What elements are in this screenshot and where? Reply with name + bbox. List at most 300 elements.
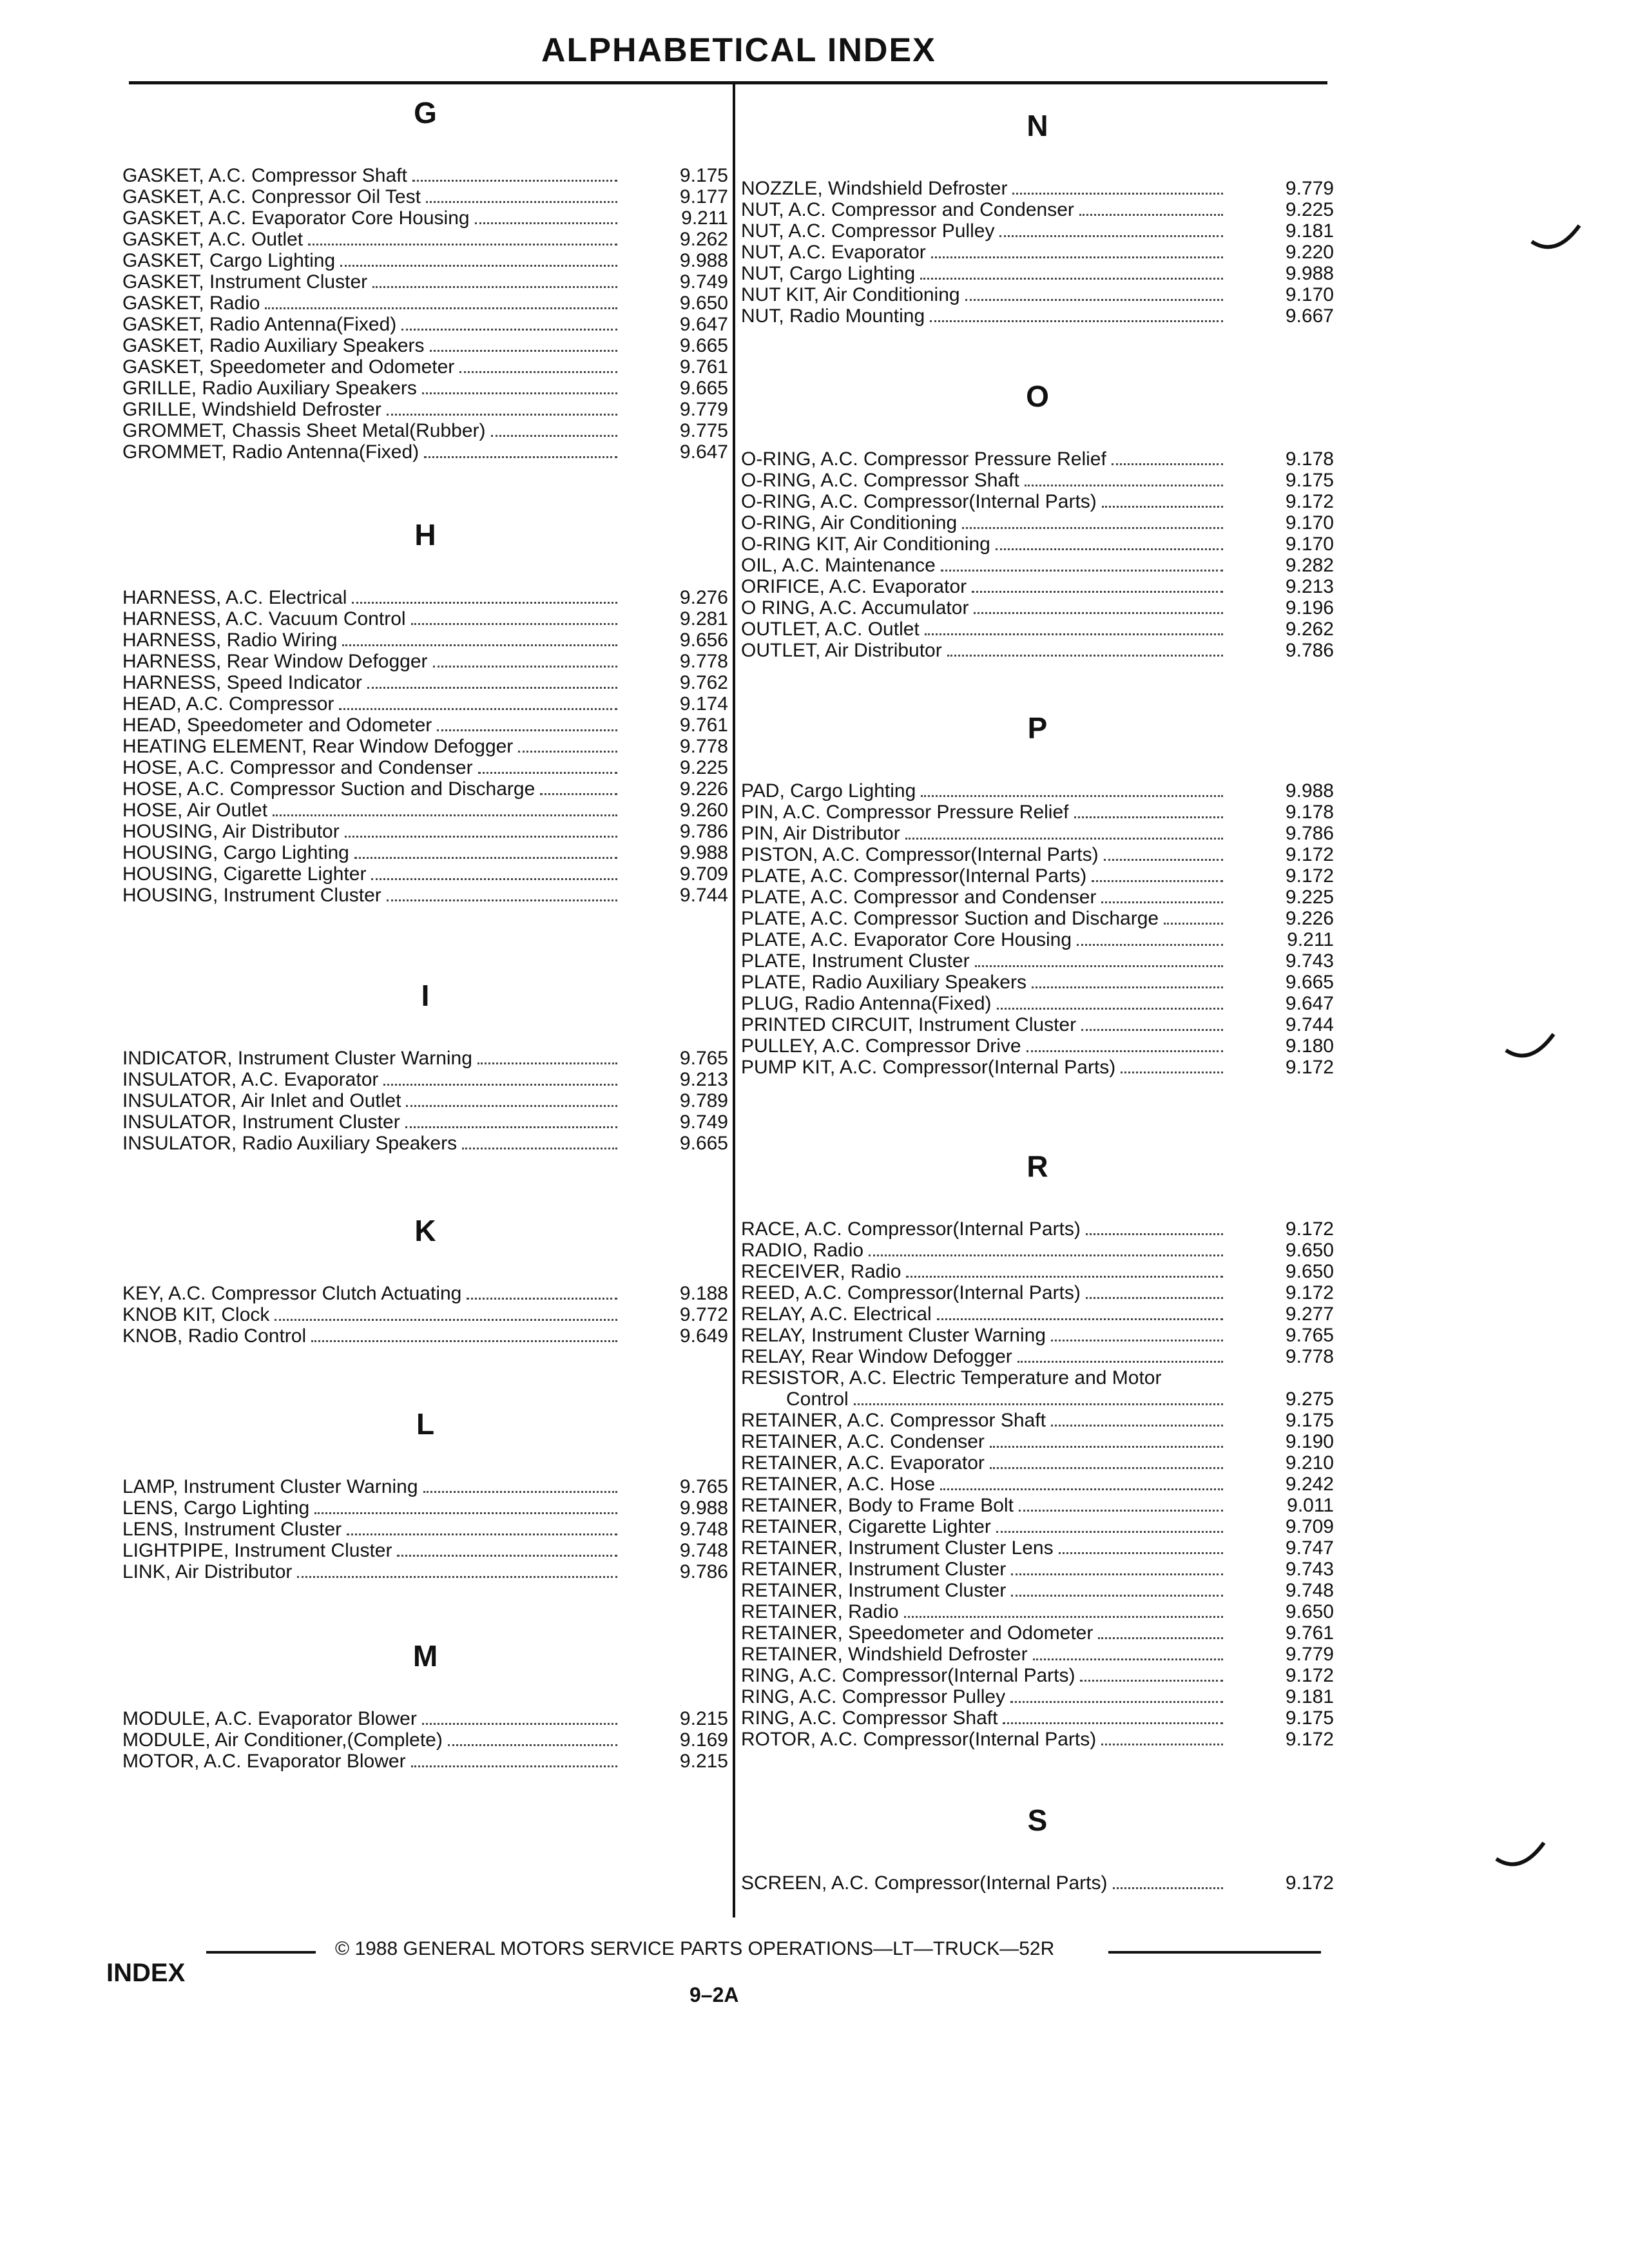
dot-leader [423,1491,617,1493]
index-entry [122,757,728,778]
dot-leader [371,878,617,880]
dot-leader [999,235,1223,237]
entry-label: KNOB, Radio Control [122,1325,307,1347]
dot-leader [937,1318,1223,1320]
entry-label: GASKET, A.C. Outlet [122,229,304,250]
dot-leader [367,687,617,689]
dot-leader [405,1126,617,1128]
footer-rule-left [206,1951,316,1954]
dot-leader [340,265,617,267]
index-entry [741,1282,1334,1303]
entry-page: 9.215 [679,1751,728,1772]
dot-leader [996,1531,1223,1533]
index-entry [122,1283,728,1304]
entry-label: NUT, Radio Mounting [741,305,925,327]
index-entry [122,420,728,441]
index-entry [741,1240,1334,1261]
entry-label: PLATE, Instrument Cluster [741,950,970,972]
entry-label: PLATE, A.C. Evaporator Core Housing [741,929,1072,950]
entry-page: 9.667 [1285,305,1334,327]
section-l [122,1401,728,1582]
dot-leader [372,286,617,288]
section-letter: M [412,1639,438,1673]
dot-leader [1025,485,1223,486]
section-label: INDEX [106,1959,186,1987]
entry-label: RELAY, A.C. Electrical [741,1303,932,1325]
entry-label: GRILLE, Radio Auxiliary Speakers [122,378,417,399]
dot-leader [1121,1072,1223,1073]
entry-label: MODULE, A.C. Evaporator Blower [122,1708,417,1729]
dot-leader [931,256,1223,258]
dot-leader [1059,1552,1223,1554]
index-entry [741,1014,1334,1035]
dot-leader [1011,1595,1223,1597]
entry-page: 9.779 [1285,178,1334,199]
entry-label: HARNESS, Rear Window Defogger [122,651,428,672]
entry-label: RESISTOR, A.C. Electric Temperature and Motor [741,1367,1162,1389]
entry-page: 9.647 [679,314,728,335]
dot-leader [273,814,617,816]
entry-page: 9.169 [679,1729,728,1751]
dot-leader [1017,1361,1223,1363]
entry-label: HEAD, Speedometer and Odometer [122,715,432,736]
entry-page: 9.170 [1285,533,1334,555]
index-entry [122,842,728,863]
dot-leader [1079,214,1223,216]
entry-label: KEY, A.C. Compressor Clutch Actuating [122,1283,462,1304]
entry-page: 9.281 [679,608,728,629]
index-entry [741,802,1334,823]
entry-label: MODULE, Air Conditioner,(Complete) [122,1729,443,1751]
index-entry [122,229,728,250]
entry-page: 9.180 [1285,1035,1334,1057]
entry-page: 9.650 [1285,1261,1334,1282]
dot-leader [297,1576,617,1578]
index-entry [741,1261,1334,1282]
dot-leader [990,1467,1223,1469]
entry-label: RECEIVER, Radio [741,1261,901,1282]
index-entry [741,491,1334,512]
entry-label: O RING, A.C. Accumulator [741,597,969,619]
entry-page: 9.779 [679,399,728,420]
entry-label: SCREEN, A.C. Compressor(Internal Parts) [741,1872,1108,1894]
index-entry [122,863,728,885]
entry-page: 9.282 [1285,555,1334,576]
dot-leader [387,414,617,416]
index-entry [122,1476,728,1497]
entry-page: 9.748 [679,1540,728,1561]
entry-label: RETAINER, Speedometer and Odometer [741,1622,1094,1644]
entry-label: NUT, A.C. Compressor and Condenser [741,199,1074,220]
index-entry [122,1304,728,1325]
entry-page: 9.262 [679,229,728,250]
index-entry [122,165,728,186]
dot-leader [422,1723,617,1725]
entry-label: RELAY, Rear Window Defogger [741,1346,1012,1367]
index-entry [122,1708,728,1729]
entry-label: GRILLE, Windshield Defroster [122,399,381,420]
dot-leader [1102,506,1223,508]
entry-label: GROMMET, Chassis Sheet Metal(Rubber) [122,420,486,441]
entry-page: 9.744 [679,885,728,906]
dot-leader [459,371,617,373]
entry-page: 9.786 [1285,640,1334,661]
entry-page: 9.665 [679,1133,728,1154]
entry-page: 9.786 [679,821,728,842]
dot-leader [411,1765,617,1767]
entry-label: RETAINER, A.C. Hose [741,1474,936,1495]
entry-label: HOUSING, Instrument Cluster [122,885,381,906]
index-entry [741,823,1334,844]
page-number: 9–2A [689,1983,739,2006]
entry-page: 9.665 [679,335,728,356]
dot-leader [265,307,617,309]
entry-label: GASKET, Instrument Cluster [122,271,368,293]
entry-page: 9.761 [1285,1622,1334,1644]
index-entry [741,199,1334,220]
index-entry [741,597,1334,619]
index-entry [741,533,1334,555]
dot-leader [1081,1029,1223,1031]
dot-leader [1051,1425,1223,1427]
dot-leader [1164,923,1223,925]
index-entry [122,207,728,229]
index-entry [122,736,728,757]
dot-leader [430,350,617,352]
index-entry [122,885,728,906]
dot-leader [1112,463,1223,465]
entry-page: 9.211 [1287,929,1334,950]
index-entry [741,1452,1334,1474]
entry-page: 9.242 [1285,1474,1334,1495]
entry-page: 9.665 [679,378,728,399]
dot-leader [314,1512,617,1514]
entry-page: 9.988 [679,250,728,271]
dot-leader [1032,986,1223,988]
dot-leader [448,1744,617,1746]
entry-label: HOSE, A.C. Compressor Suction and Discharge [122,778,535,800]
section-i [122,973,728,1154]
entry-label: PLATE, A.C. Compressor Suction and Discharge [741,908,1159,929]
index-entry [741,220,1334,242]
index-entry [741,1410,1334,1431]
entry-label: HARNESS, Speed Indicator [122,672,362,693]
entry-page: 9.225 [1285,887,1334,908]
section-letter: K [414,1214,436,1247]
entry-label: RING, A.C. Compressor Shaft [741,1707,998,1729]
entry-page: 9.762 [679,672,728,693]
dot-leader [275,1319,617,1321]
entry-page: 9.761 [679,715,728,736]
entry-label: Control [786,1389,849,1410]
section-r [741,1144,1334,1750]
dot-leader [433,666,617,668]
index-entry [122,651,728,672]
entry-label: GASKET, Radio [122,293,260,314]
index-entry [741,1367,1334,1389]
entry-page: 9.778 [679,651,728,672]
dot-leader [947,655,1223,657]
dot-leader [920,278,1223,280]
section-letter: P [1027,711,1048,745]
index-entry [741,844,1334,865]
index-entry [741,448,1334,470]
dot-leader [941,570,1223,572]
entry-label: HOUSING, Air Distributor [122,821,340,842]
entry-page: 9.175 [679,165,728,186]
entry-label: NUT, Cargo Lighting [741,263,916,284]
entry-page: 9.177 [679,186,728,207]
index-entry [741,470,1334,491]
dot-leader [412,180,617,182]
entry-label: LENS, Instrument Cluster [122,1519,342,1540]
entry-label: O-RING, Air Conditioning [741,512,958,533]
index-entry [741,1325,1334,1346]
entry-page: 9.170 [1285,512,1334,533]
section-k [122,1208,728,1347]
index-entry [122,378,728,399]
section-letter: N [1027,109,1048,142]
entry-label: PULLEY, A.C. Compressor Drive [741,1035,1021,1057]
entry-page: 9.225 [1285,199,1334,220]
entry-page: 9.210 [1285,1452,1334,1474]
index-entry [122,715,728,736]
entry-page: 9.172 [1285,1218,1334,1240]
index-entry [122,1497,728,1519]
entry-page: 9.175 [1285,470,1334,491]
entry-page: 9.988 [679,1497,728,1519]
index-entry [122,1751,728,1772]
index-entry [741,1035,1334,1057]
dot-leader [1086,1233,1223,1235]
entry-page: 9.172 [1285,1872,1334,1894]
entry-label: PIN, Air Distributor [741,823,900,844]
dot-leader [424,456,617,458]
entry-label: OUTLET, A.C. Outlet [741,619,920,640]
index-entry [741,619,1334,640]
index-entry [741,263,1334,284]
entry-page: 9.743 [1285,950,1334,972]
entry-label: PUMP KIT, A.C. Compressor(Internal Parts) [741,1057,1116,1078]
dot-leader [1101,901,1223,903]
entry-page: 9.647 [679,441,728,463]
section-letter: S [1027,1803,1048,1837]
dot-leader [383,1084,617,1086]
index-entry [741,1622,1334,1644]
entry-label: PRINTED CIRCUIT, Instrument Cluster [741,1014,1077,1035]
entry-label: GASKET, Speedometer and Odometer [122,356,455,378]
dot-leader [1003,1722,1223,1724]
index-entry [741,1601,1334,1622]
index-entry [122,399,728,420]
entry-page: 9.650 [1285,1601,1334,1622]
section-h [122,512,728,906]
entry-label: RETAINER, Windshield Defroster [741,1644,1028,1665]
entry-page: 9.277 [1285,1303,1334,1325]
entry-page: 9.649 [679,1325,728,1347]
dot-leader [1033,1658,1223,1660]
entry-label: INSULATOR, Air Inlet and Outlet [122,1090,401,1111]
index-entry [741,1218,1334,1240]
dot-leader [347,1533,617,1535]
entry-label: PLATE, A.C. Compressor(Internal Parts) [741,865,1087,887]
dot-leader [475,222,617,224]
index-entry [741,576,1334,597]
entry-label: RETAINER, Instrument Cluster [741,1580,1007,1601]
index-entry [122,1048,728,1069]
entry-label: LINK, Air Distributor [122,1561,293,1582]
index-entry [122,314,728,335]
entry-page: 9.181 [1285,1686,1334,1707]
entry-label: HARNESS, A.C. Vacuum Control [122,608,406,629]
entry-page: 9.650 [679,293,728,314]
entry-page: 9.260 [679,800,728,821]
index-entry [741,512,1334,533]
entry-page: 9.765 [1285,1325,1334,1346]
dot-leader [996,548,1223,550]
entry-page: 9.748 [1285,1580,1334,1601]
dot-leader [462,1148,617,1149]
entry-page: 9.275 [1285,1389,1334,1410]
section-letter: R [1027,1149,1048,1183]
entry-page: 9.786 [1285,823,1334,844]
dot-leader [426,201,617,203]
index-entry [741,1389,1334,1410]
entry-page: 9.988 [1285,263,1334,284]
entry-label: NOZZLE, Windshield Defroster [741,178,1008,199]
index-entry [122,250,728,271]
index-entry [741,1495,1334,1516]
entry-page: 9.215 [679,1708,728,1729]
index-entry [741,1580,1334,1601]
index-entry [741,305,1334,327]
dot-leader [1019,1510,1223,1512]
dot-leader [962,527,1223,529]
entry-page: 9.772 [679,1304,728,1325]
entry-label: RING, A.C. Compressor(Internal Parts) [741,1665,1075,1686]
dot-leader [1113,1887,1224,1889]
entry-label: RETAINER, Radio [741,1601,899,1622]
entry-label: INSULATOR, Instrument Cluster [122,1111,400,1133]
dot-leader [940,1488,1223,1490]
index-entry [741,284,1334,305]
index-entry [741,1057,1334,1078]
index-entry [122,1133,728,1154]
entry-label: GASKET, Radio Auxiliary Speakers [122,335,425,356]
index-entry [122,1519,728,1540]
index-entry [741,555,1334,576]
entry-label: NUT KIT, Air Conditioning [741,284,960,305]
entry-label: ORIFICE, A.C. Evaporator [741,576,967,597]
dot-leader [974,612,1223,614]
index-entry [741,1665,1334,1686]
entry-page: 9.743 [1285,1559,1334,1580]
index-entry [741,178,1334,199]
entry-page: 9.748 [679,1519,728,1540]
entry-label: RETAINER, Cigarette Lighter [741,1516,991,1537]
dot-leader [965,299,1223,301]
index-entry [122,587,728,608]
entry-label: INSULATOR, A.C. Evaporator [122,1069,379,1090]
section-letter: H [414,518,436,552]
dot-leader [906,1276,1223,1278]
entry-label: REED, A.C. Compressor(Internal Parts) [741,1282,1081,1303]
entry-label: HEAD, A.C. Compressor [122,693,334,715]
dot-leader [339,708,617,710]
entry-page: 9.709 [679,863,728,885]
index-entry [741,929,1334,950]
page-title: ALPHABETICAL INDEX [541,32,936,69]
entry-label: HARNESS, A.C. Electrical [122,587,347,608]
dot-leader [1012,193,1223,195]
entry-label: HOUSING, Cargo Lighting [122,842,349,863]
entry-page: 9.775 [679,420,728,441]
section-letter: I [421,979,430,1012]
entry-page: 9.778 [1285,1346,1334,1367]
index-entry [741,640,1334,661]
entry-page: 9.172 [1285,1665,1334,1686]
entry-page: 9.011 [1287,1495,1334,1516]
entry-page: 9.765 [679,1048,728,1069]
index-entry [741,887,1334,908]
dot-leader [904,1616,1223,1618]
entry-page: 9.190 [1285,1431,1334,1452]
dot-leader [467,1298,617,1300]
index-entry [741,1872,1334,1894]
entry-page: 9.749 [679,271,728,293]
entry-page: 9.175 [1285,1707,1334,1729]
dot-leader [1101,1744,1223,1745]
entry-page: 9.172 [1285,865,1334,887]
section-o [741,374,1334,661]
index-entry [741,1686,1334,1707]
dot-leader [354,857,617,859]
entry-label: MOTOR, A.C. Evaporator Blower [122,1751,406,1772]
dot-leader [921,795,1223,797]
dot-leader [345,836,617,838]
entry-page: 9.988 [1285,780,1334,802]
entry-page: 9.988 [679,842,728,863]
entry-label: OUTLET, Air Distributor [741,640,942,661]
entry-label: INDICATOR, Instrument Cluster Warning [122,1048,472,1069]
entry-page: 9.789 [679,1090,728,1111]
copyright-notice: © 1988 GENERAL MOTORS SERVICE PARTS OPERATIONS—LT—TRUCK—52R [335,1938,1055,1959]
dot-leader [925,633,1223,635]
index-entry [741,1644,1334,1665]
index-entry [122,1540,728,1561]
entry-label: HARNESS, Radio Wiring [122,629,338,651]
title-rule [129,81,1327,84]
entry-page: 9.650 [1285,1240,1334,1261]
entry-label: RETAINER, Instrument Cluster Lens [741,1537,1054,1559]
dot-leader [1104,859,1223,861]
dot-leader [406,1105,617,1107]
entry-page: 9.276 [679,587,728,608]
entry-page: 9.213 [679,1069,728,1090]
index-entry [741,1516,1334,1537]
entry-label: LIGHTPIPE, Instrument Cluster [122,1540,392,1561]
entry-page: 9.178 [1285,802,1334,823]
dot-leader [1010,1701,1223,1703]
section-n [741,103,1334,327]
entry-label: PLATE, Radio Auxiliary Speakers [741,972,1027,993]
entry-page: 9.765 [679,1476,728,1497]
index-entry [741,1537,1334,1559]
index-entry [122,1729,728,1751]
index-entry [122,1069,728,1090]
index-entry [122,693,728,715]
entry-page: 9.172 [1285,844,1334,865]
